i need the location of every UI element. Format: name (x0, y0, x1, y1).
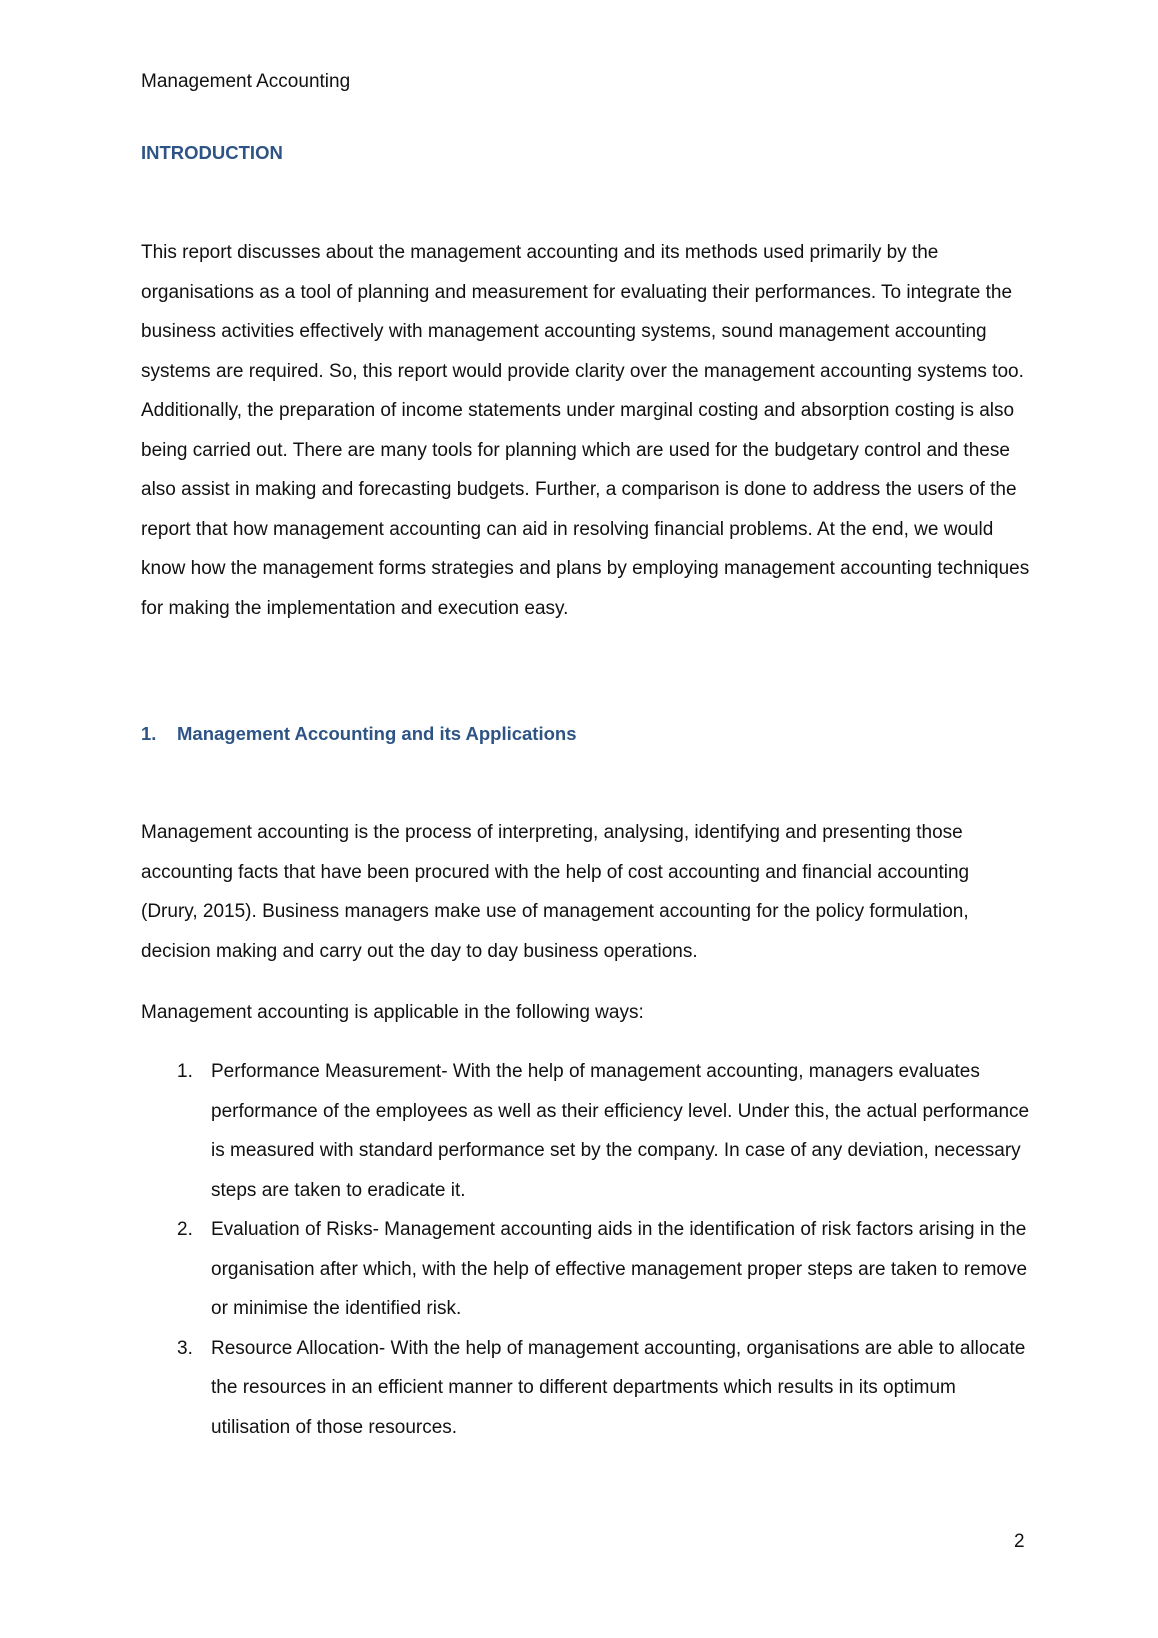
list-item-text: Resource Allocation- With the help of management accounting, organisations are able to allocate the resources in an efficient manner to different departments which results in its optimum utilisation of those resources. (211, 1337, 1026, 1438)
introduction-heading: INTRODUCTION (141, 142, 283, 163)
list-item (141, 1052, 1031, 1210)
list-item-text: Evaluation of Risks- Management accounting aids in the identification of risk factors arising in the organisation after which, with the help of effective management proper steps are taken to remove or minimise the identified risk. (211, 1219, 1028, 1319)
list-item (141, 1329, 1031, 1448)
page-header: Management Accounting (141, 71, 351, 92)
section-heading (141, 722, 577, 746)
list-item-number: 1. (177, 1061, 193, 1082)
introduction-paragraph: This report discusses about the management accounting and its methods used primarily by the organisations as a tool of planning and measurement for evaluating their performances. To integrate the business activities effectively with management accounting systems, sound management accounting systems are required. So, this report would provide clarity over the management accounting systems too. Additionally, the preparation of income statements under marginal costing and absorption costing is also being carried out. There are many tools for planning which are used for the budgetary control and these also assist in making and forecasting budgets. Further, a comparison is done to address the users of the report that how management accounting can aid in resolving financial problems. At the end, we would know how the management forms strategies and plans by employing management accounting techniques for making the implementation and execution easy. (141, 242, 1030, 619)
applicable-intro: Management accounting is applicable in the following ways: (141, 1002, 644, 1023)
page-number: 2 (1014, 1531, 1025, 1552)
list-item-text: Performance Measurement- With the help of management accounting, managers evaluates performance of the employees as well as their efficiency level. Under this, the actual performance is measured with standard performance set by the company. In case of any deviation, necessary steps are taken to eradicate it. (211, 1061, 1030, 1201)
section-title: Management Accounting and its Applications (177, 723, 577, 744)
list-item-number: 3. (177, 1337, 193, 1359)
list-item-number: 2. (177, 1219, 193, 1240)
applications-list (141, 1052, 1031, 1447)
section-paragraph: Management accounting is the process of interpreting, analysing, identifying and presenting those accounting facts that have been procured with the help of cost accounting and financial accounting (Drury, 2015). Business managers make use of management accounting for the policy formulation, decision making and carry out the day to day business operations. (141, 822, 970, 962)
list-item (141, 1210, 1031, 1329)
section-number: 1. (141, 723, 157, 744)
